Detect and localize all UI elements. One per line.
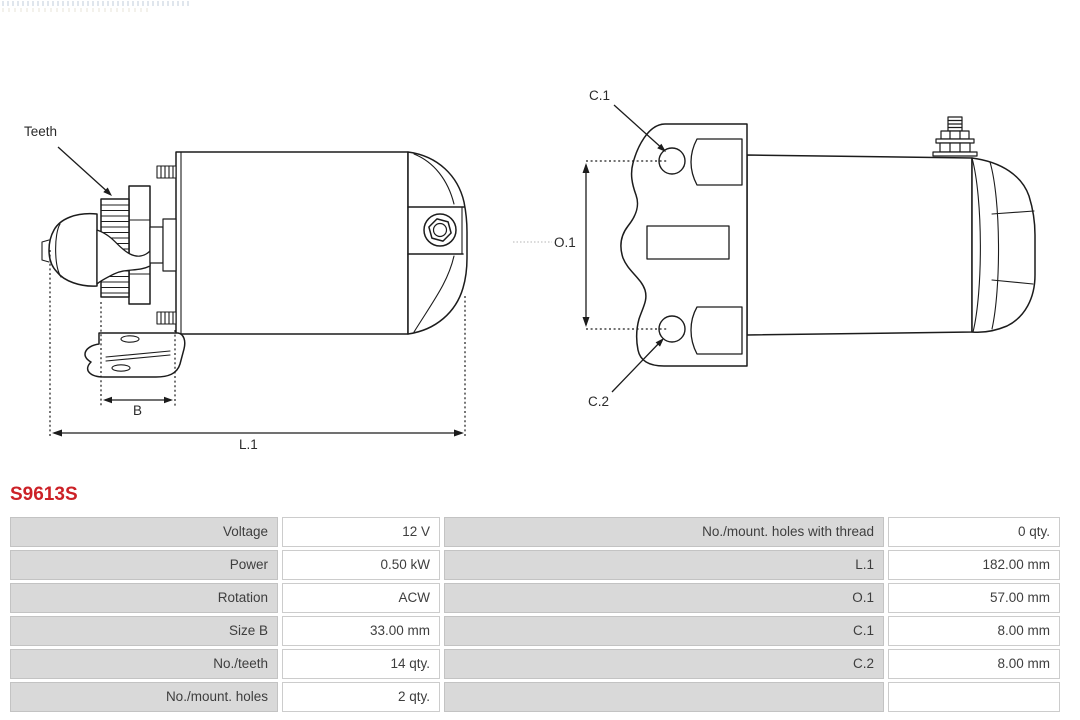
spec-label-cell: C.2	[444, 649, 884, 679]
spec-label-cell: No./mount. holes with thread	[444, 517, 884, 547]
part-number: S9613S	[10, 484, 78, 505]
spec-label-cell: C.1	[444, 616, 884, 646]
dim-b-label: B	[133, 403, 143, 418]
spec-label-cell: Power	[10, 550, 278, 580]
spec-value-cell: 33.00 mm	[282, 616, 440, 646]
spec-value-cell: 0 qty.	[888, 517, 1060, 547]
spec-value-cell: ACW	[282, 583, 440, 613]
spec-value-cell: 12 V	[282, 517, 440, 547]
spec-value-cell: 2 qty.	[282, 682, 440, 712]
table-row	[10, 682, 1060, 712]
dim-c2-label: C.2	[588, 394, 610, 409]
spec-label-cell: No./teeth	[10, 649, 278, 679]
spec-value-cell: 8.00 mm	[888, 649, 1060, 679]
spec-value-cell: 57.00 mm	[888, 583, 1060, 613]
spec-label-cell: Size B	[10, 616, 278, 646]
spec-value-cell: 182.00 mm	[888, 550, 1060, 580]
mounting-flange	[621, 124, 747, 366]
dim-c1-label: C.1	[589, 88, 611, 103]
spec-value-cell: 14 qty.	[282, 649, 440, 679]
table-row	[10, 550, 1060, 580]
spec-label-cell: O.1	[444, 583, 884, 613]
spec-value-cell: 0.50 kW	[282, 550, 440, 580]
spec-table	[10, 517, 1060, 715]
spec-value-cell	[888, 682, 1060, 712]
table-row	[10, 649, 1060, 679]
table-row	[10, 517, 1060, 547]
starter-side-view	[42, 152, 467, 377]
table-row	[10, 616, 1060, 646]
terminal-stud	[933, 117, 977, 156]
spec-label-cell: No./mount. holes	[10, 682, 278, 712]
spec-label-cell: Voltage	[10, 517, 278, 547]
mounting-bracket	[85, 333, 185, 377]
dim-o1-label: O.1	[554, 235, 576, 250]
spec-value-cell: 8.00 mm	[888, 616, 1060, 646]
teeth-label: Teeth	[24, 124, 58, 139]
spec-label-cell: L.1	[444, 550, 884, 580]
dim-l1-label: L.1	[239, 437, 258, 452]
spec-label-cell	[444, 682, 884, 712]
starter-front-view	[621, 117, 1035, 366]
table-row	[10, 583, 1060, 613]
spec-label-cell: Rotation	[10, 583, 278, 613]
